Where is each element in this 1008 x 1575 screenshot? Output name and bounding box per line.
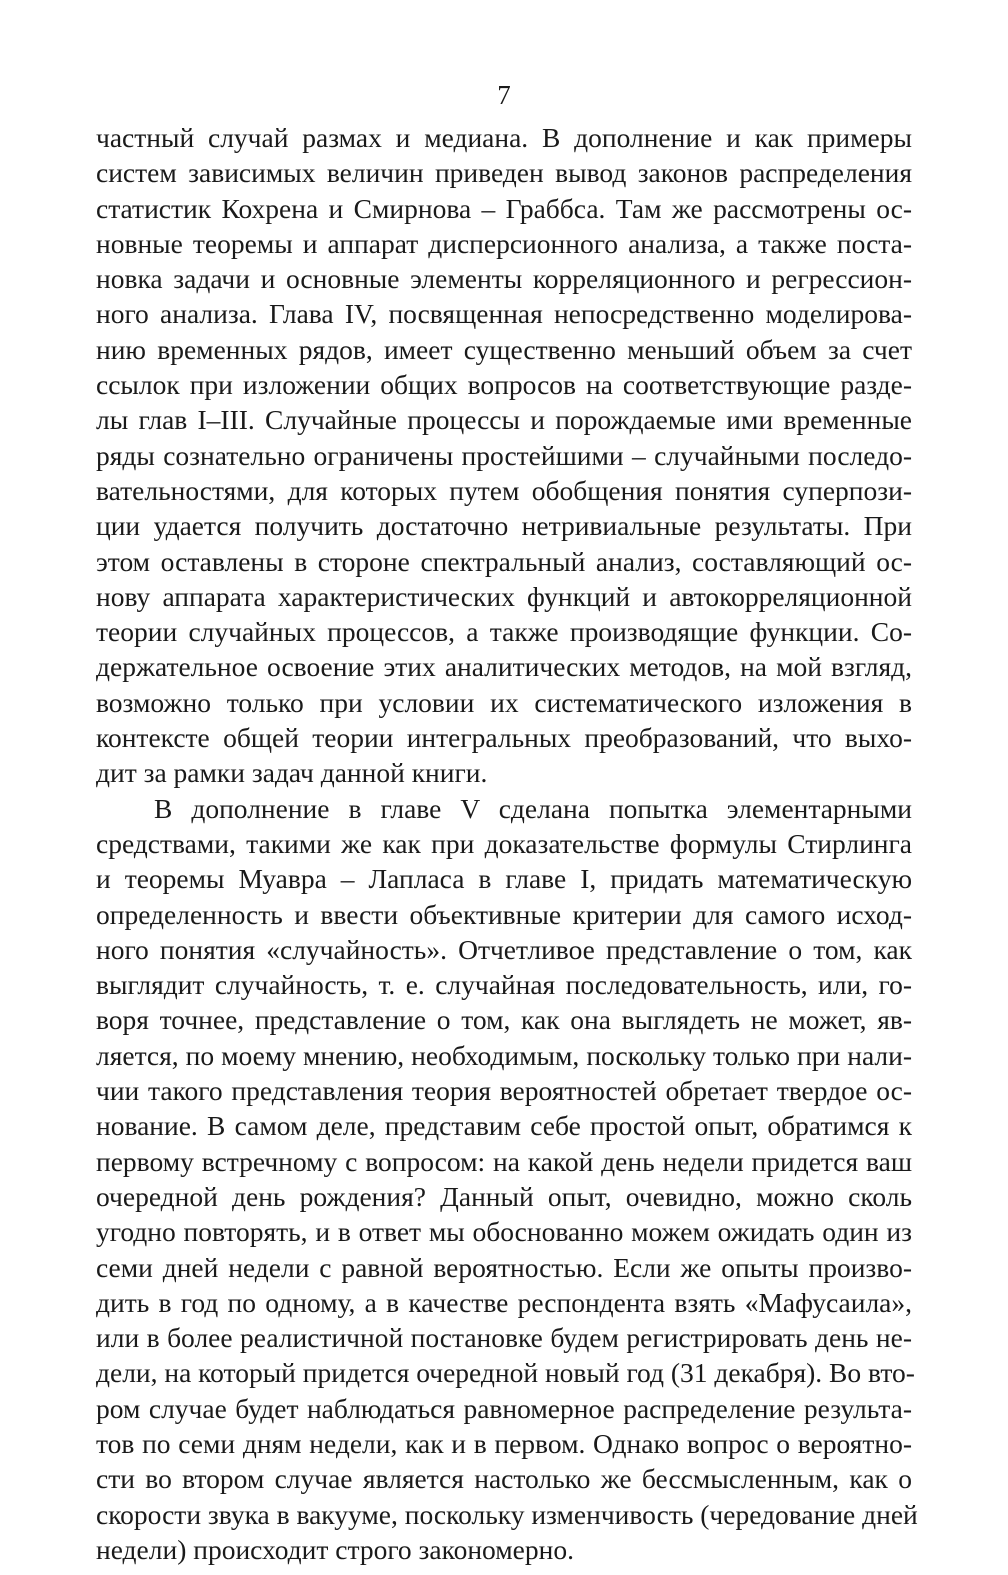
- text-line: скорости звука в вакууме, поскольку изменчивость (чередование дней: [96, 1498, 918, 1530]
- text-line: первому встречному с вопросом: на какой день недели придется ваш: [96, 1145, 912, 1177]
- text-line: ссылок при изложении общих вопросов на соответствующие разде-: [96, 369, 912, 401]
- text-line: статистик Кохрена и Смирнова – Граббса. Там же рассмотрены ос-: [96, 192, 912, 224]
- text-line: угодно повторять, и в ответ мы обоснованно можем ожидать один из: [96, 1216, 912, 1248]
- text-line: семи дней недели с равной вероятностью. Если же опыты произво-: [96, 1251, 912, 1283]
- text-line: чии такого представления теория вероятностей обретает твердое ос-: [96, 1075, 912, 1107]
- text-line: ного понятия «случайность». Отчетливое представление о том, как: [96, 933, 912, 965]
- text-line: определенность и ввести объективные критерии для самого исход-: [96, 898, 912, 930]
- text-line: вательностями, для которых путем обобщения понятия суперпози-: [96, 474, 912, 506]
- text-line: дели, на который придется очередной новый год (31 декабря). Во вто-: [96, 1357, 915, 1389]
- text-line: тов по семи дням недели, как и в первом. Однако вопрос о вероятно-: [96, 1427, 912, 1459]
- text-line: дит за рамки задач данной книги.: [96, 757, 488, 789]
- text-line: новные теоремы и аппарат дисперсионного анализа, а также поста-: [96, 227, 912, 259]
- text-line: лы глав I–III. Случайные процессы и порождаемые ими временные: [96, 404, 912, 436]
- text-line: ряды сознательно ограничены простейшими – случайными последо-: [96, 439, 912, 471]
- text-line: нию временных рядов, имеет существенно меньший объем за счет: [96, 333, 912, 365]
- text-line: новка задачи и основные элементы корреляционного и регрессион-: [96, 263, 912, 295]
- text-line: средствами, такими же как при доказательстве формулы Стирлинга: [96, 827, 912, 859]
- text-line: частный случай размах и медиана. В дополнение и как примеры: [96, 122, 912, 153]
- text-line: ром случае будет наблюдаться равномерное распределение результа-: [96, 1392, 912, 1424]
- page-number: 7: [497, 80, 511, 110]
- text-line: или в более реалистичной постановке будем регистрировать день не-: [96, 1322, 912, 1354]
- text-line: дить в год по одному, а в качестве респондента взять «Мафусаила»,: [96, 1286, 912, 1318]
- text-line: этом оставлены в стороне спектральный анализ, составляющий ос-: [96, 545, 912, 577]
- text-line: теории случайных процессов, а также производящие функции. Со-: [96, 616, 912, 648]
- text-line: нову аппарата характеристических функций и автокорреляционной: [96, 580, 912, 612]
- body-text: [96, 120, 918, 1567]
- text-line: очередной день рождения? Данный опыт, очевидно, можно сколь: [96, 1180, 912, 1212]
- text-line: возможно только при условии их систематического изложения в: [96, 686, 912, 718]
- paragraph: [96, 791, 918, 1568]
- text-line: воря точнее, представление о том, как она выглядеть не может, яв-: [96, 1004, 912, 1036]
- text-line: недели) происходит строго закономерно.: [96, 1533, 574, 1565]
- text-line: выглядит случайность, т. е. случайная последовательность, или, го-: [96, 969, 912, 1001]
- text-line: В дополнение в главе V сделана попытка элементарными: [154, 792, 912, 824]
- text-line: систем зависимых величин приведен вывод законов распределения: [96, 157, 912, 189]
- text-line: ного анализа. Глава IV, посвященная непосредственно моделирова-: [96, 298, 912, 330]
- text-line: сти во втором случае является настолько же бессмысленным, как о: [96, 1463, 912, 1495]
- text-line: держательное освоение этих аналитических методов, на мой взгляд,: [96, 651, 912, 683]
- text-line: ции удается получить достаточно нетривиальные результаты. При: [96, 510, 912, 542]
- text-line: ляется, по моему мнению, необходимым, поскольку только при нали-: [96, 1039, 912, 1071]
- text-line: и теоремы Муавра – Лапласа в главе I, придать математическую: [96, 863, 912, 895]
- text-line: контексте общей теории интегральных преобразований, что выхо-: [96, 722, 912, 754]
- paragraph: [96, 120, 912, 791]
- text-line: нование. В самом деле, представим себе простой опыт, обратимся к: [96, 1110, 912, 1142]
